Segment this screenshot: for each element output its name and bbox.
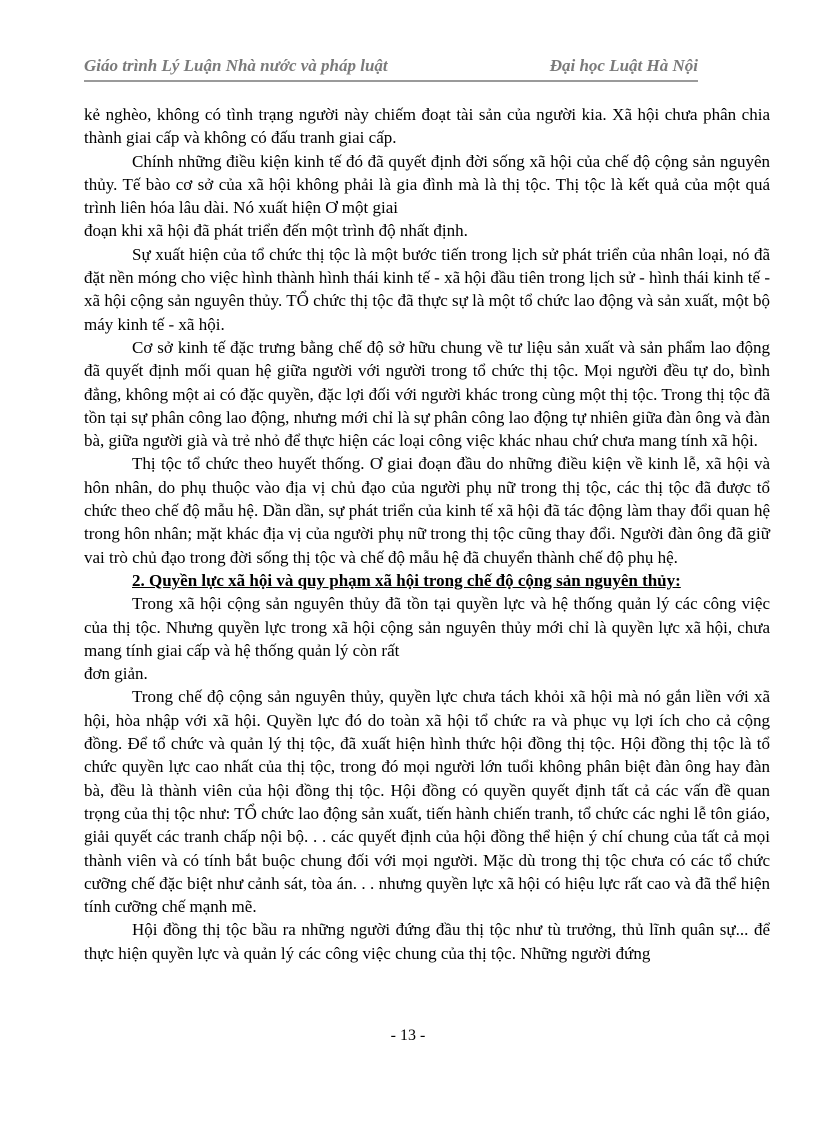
paragraph-continued: đoạn khi xã hội đã phát triển đến một trình độ nhất định. — [84, 221, 468, 241]
page-number: - 13 - — [390, 1027, 426, 1044]
paragraph: Cơ sở kinh tế đặc trưng bằng chế độ sở hữu chung về tư liệu sản xuất và sản phẩm lao động đã quyết định mối quan hệ giữa người với người trong tổ chức thị tộc. Mọi người đều tự do, bình đẳng, không một ai có đặc quyền, đặc lợi đối với người khác trong cùng một thị tộc. Trong thị tộc đã tồn tại sự phân công lao động, nhưng mới chỉ là sự phân công lao động tự nhiên giữa đàn ông và đàn bà, giữa người già và trẻ nhỏ để thực hiện các loại công việc khác nhau chứ chưa mang tính xã hội. — [84, 337, 770, 451]
paragraph-continued: đơn giản. — [84, 664, 148, 684]
paragraph: Hội đồng thị tộc bầu ra những người đứng đầu thị tộc như tù trưởng, thủ lĩnh quân sự... để thực hiện quyền lực và quản lý các công việc chung của thị tộc. Những người đứng — [84, 920, 770, 963]
paragraph-continued: kẻ nghèo, không có tình trạng người này chiếm đoạt tài sản của người kia. Xã hội chưa phân chia thành giai cấp và không có đấu tranh giai cấp. — [84, 105, 770, 148]
page-content — [84, 103, 770, 965]
section-heading: 2. Quyền lực xã hội và quy phạm xã hội trong chế độ cộng sản nguyên thủy: — [132, 570, 681, 590]
paragraph: Trong xã hội cộng sản nguyên thủy đã tồn tại quyền lực và hệ thống quản lý các công việc của thị tộc. Nhưng quyền lực trong xã hội cộng sản nguyên thủy mới chỉ là quyền lực xã hội, chưa mang tính giai cấp và hệ thống quản lý còn rất — [84, 594, 770, 660]
header-book-title: Giáo trình Lý Luận Nhà nước và pháp luật — [84, 56, 388, 75]
paragraph: Chính những điều kiện kinh tế đó đã quyết định đời sống xã hội của chế độ cộng sản nguyên thủy. Tế bào cơ sở của xã hội không phải là gia đình mà là thị tộc. Thị tộc là kết quả của một quá trình liên hóa lâu dài. Nó xuất hiện Ơ một giai — [84, 151, 770, 218]
paragraph: Thị tộc tổ chức theo huyết thống. Ơ giai đoạn đầu do những điều kiện về kinh lễ, xã hội và hôn nhân, do phụ thuộc vào địa vị chủ đạo của người phụ nữ trong thị tộc, các thị tộc đã được tổ chức theo chế độ mẫu hệ. Dần dần, sự phát triển của kinh tế xã hội đã tác động làm thay đổi quan hệ trong hôn nhân; mặt khác địa vị của người phụ nữ trong thị tộc cũng thay đổi. Người đàn ông đã giữ vai trò chủ đạo trong đời sống thị tộc và chế độ mẫu hệ đã chuyển thành chế độ phụ hệ. — [84, 454, 770, 567]
running-header — [84, 56, 698, 82]
header-institution: Đại học Luật Hà Nội — [549, 56, 698, 75]
paragraph: Sự xuất hiện của tổ chức thị tộc là một bước tiến trong lịch sử phát triển của nhân loại, nó đã đặt nền móng cho việc hình thành hình thái kinh tế - xã hội đầu tiên trong lịch sử - hình thái kinh tế - xã hội cộng sản nguyên thủy. TỔ chức thị tộc đã thực sự là một tổ chức lao động và sản xuất, một bộ máy kinh tế - xã hội. — [84, 244, 770, 334]
paragraph: Trong chế độ cộng sản nguyên thủy, quyền lực chưa tách khỏi xã hội mà nó gắn liền với xã hội, hòa nhập với xã hội. Quyền lực đó do toàn xã hội tổ chức ra và phục vụ lợi ích cho cả cộng đồng. Để tổ chức và quản lý thị tộc, đã xuất hiện hình thức hội đồng thị tộc. Hội đồng thị tộc là tổ chức quyền lực cao nhất của thị tộc, trong đó mọi người lớn tuổi không phân biệt đàn ông hay đàn bà, đều là thành viên của hội đồng thị tộc. Hội đồng có quyền quyết định tất cả các vấn đề quan trọng của thị tộc như: TỔ chức lao động sản xuất, tiến hành chiến tranh, tổ chức các nghi lễ tôn giáo, giải quyết các tranh chấp nội bộ. . . các quyết định của hội đồng thể hiện ý chí chung của tất cả mọi thành viên và có tính bắt buộc chung đối với mọi người. Mặc dù trong thị tộc chưa có các tổ chức cưỡng chế đặc biệt như cảnh sát, tòa án. . . nhưng quyền lực xã hội có hiệu lực rất cao và đã thể hiện tính cưỡng chế mạnh mẽ. — [84, 687, 770, 917]
